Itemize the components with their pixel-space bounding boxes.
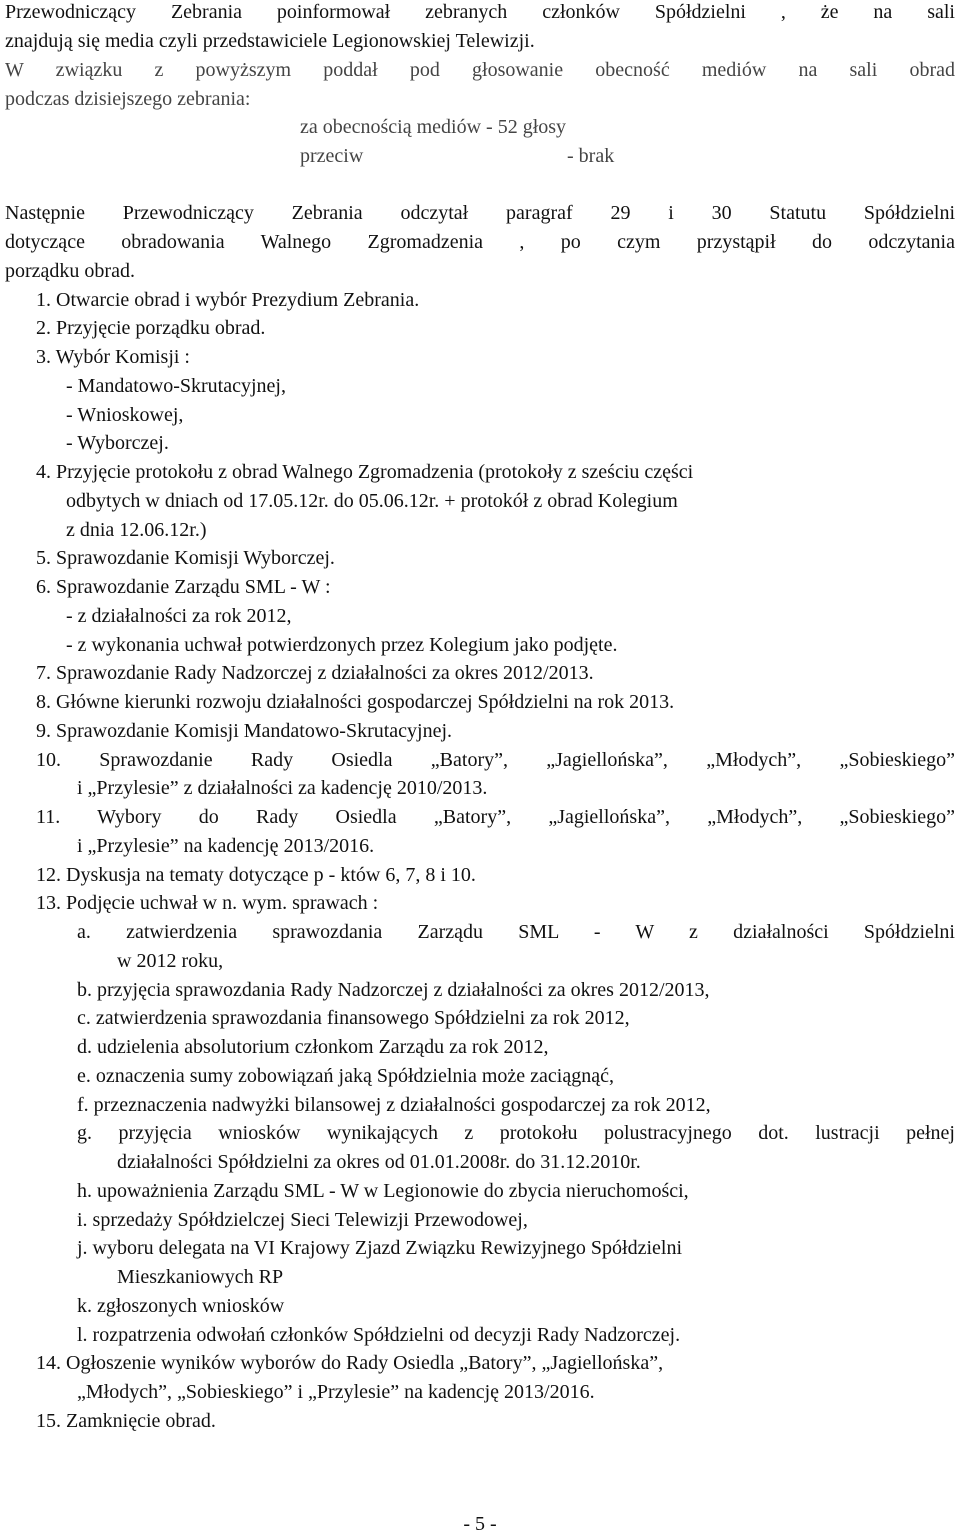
intro-line-4: podczas dzisiejszego zebrania: <box>5 88 251 110</box>
agenda-item-1: 1. Otwarcie obrad i wybór Prezydium Zebrania. <box>36 289 420 311</box>
agenda-item-6: 6. Sprawozdanie Zarządu SML - W : <box>36 576 331 598</box>
agenda-item-13a-line-2: w 2012 roku, <box>117 950 224 972</box>
agenda-item-14-line-1: 14. Ogłoszenie wyników wyborów do Rady Osiedla „Batory”, „Jagiellońska”, <box>36 1352 664 1374</box>
agenda-item-3a: - Mandatowo-Skrutacyjnej, <box>66 375 286 397</box>
agenda-item-13l: l. rozpatrzenia odwołań członków Spółdzielni od decyzji Rady Nadzorczej. <box>77 1324 681 1346</box>
agenda-item-6b: - z wykonania uchwał potwierdzonych przez Kolegium jako podjęte. <box>66 634 618 656</box>
agenda-item-13d: d. udzielenia absolutorium członkom Zarządu za rok 2012, <box>77 1036 549 1058</box>
agenda-item-9: 9. Sprawozdanie Komisji Mandatowo-Skrutacyjnej. <box>36 720 453 742</box>
agenda-item-13h: h. upoważnienia Zarządu SML - W w Legionowie do zbycia nieruchomości, <box>77 1180 689 1202</box>
agenda-item-13b: b. przyjęcia sprawozdania Rady Nadzorczej z działalności za okres 2012/2013, <box>77 979 710 1001</box>
agenda-item-13k: k. zgłoszonych wniosków <box>77 1295 285 1317</box>
agenda-item-13i: i. sprzedaży Spółdzielczej Sieci Telewizji Przewodowej, <box>77 1209 528 1231</box>
agenda-item-13g-line-1: g. przyjęcia wniosków wynikających z protokołu polustracyjnego dot. lustracji pełnej <box>77 1122 955 1144</box>
agenda-item-13j-line-2: Mieszkaniowych RP <box>117 1266 284 1288</box>
para2-line-3: porządku obrad. <box>5 260 135 282</box>
agenda-item-4-line-1: 4. Przyjęcie protokołu z obrad Walnego Zgromadzenia (protokoły z sześciu części <box>36 461 694 483</box>
agenda-item-13f: f. przeznaczenia nadwyżki bilansowej z działalności gospodarczej za rok 2012, <box>77 1094 711 1116</box>
agenda-item-11-line-2: i „Przylesie” na kadencję 2013/2016. <box>77 835 375 857</box>
agenda-item-6a: - z działalności za rok 2012, <box>66 605 292 627</box>
agenda-item-4-line-3: z dnia 12.06.12r.) <box>66 519 207 541</box>
agenda-item-8: 8. Główne kierunki rozwoju działalności gospodarczej Spółdzielni na rok 2013. <box>36 691 675 713</box>
agenda-item-7: 7. Sprawozdanie Rady Nadzorczej z działalności za okres 2012/2013. <box>36 662 594 684</box>
agenda-item-13e: e. oznaczenia sumy zobowiązań jaką Spółdzielnia może zaciągnąć, <box>77 1065 614 1087</box>
agenda-item-10-line-2: i „Przylesie” z działalności za kadencję 2010/2013. <box>77 777 488 799</box>
agenda-item-13a-line-1: a. zatwierdzenia sprawozdania Zarządu SML - W z działalności Spółdzielni <box>77 921 955 943</box>
agenda-item-13j-line-1: j. wyboru delegata na VI Krajowy Zjazd Związku Rewizyjnego Spółdzielni <box>77 1237 683 1259</box>
agenda-item-14-line-2: „Młodych”, „Sobieskiego” i „Przylesie” na kadencję 2013/2016. <box>77 1381 595 1403</box>
para2-line-2: dotyczące obradowania Walnego Zgromadzenia , po czym przystąpił do odczytania <box>5 231 955 253</box>
agenda-item-11-line-1: 11. Wybory do Rady Osiedla „Batory”, „Jagiellońska”, „Młodych”, „Sobieskiego” <box>36 806 955 828</box>
intro-line-2: znajdują się media czyli przedstawiciele Legionowskiej Telewizji. <box>5 30 535 52</box>
para2-line-1: Następnie Przewodniczący Zebrania odczytał paragraf 29 i 30 Statutu Spółdzielni <box>5 202 955 224</box>
agenda-item-12: 12. Dyskusja na tematy dotyczące p - któw 6, 7, 8 i 10. <box>36 864 476 886</box>
page-number: - 5 - <box>463 1513 497 1535</box>
agenda-item-5: 5. Sprawozdanie Komisji Wyborczej. <box>36 547 335 569</box>
agenda-item-3: 3. Wybór Komisji : <box>36 346 190 368</box>
agenda-item-15: 15. Zamknięcie obrad. <box>36 1410 216 1432</box>
agenda-item-3c: - Wyborczej. <box>66 432 169 454</box>
agenda-item-3b: - Wnioskowej, <box>66 404 184 426</box>
agenda-item-10-line-1: 10. Sprawozdanie Rady Osiedla „Batory”, „Jagiellońska”, „Młodych”, „Sobieskiego” <box>36 749 955 771</box>
agenda-item-2: 2. Przyjęcie porządku obrad. <box>36 317 266 339</box>
agenda-item-13: 13. Podjęcie uchwał w n. wym. sprawach : <box>36 892 379 914</box>
vote-against-value: - brak <box>567 145 615 167</box>
agenda-item-13c: c. zatwierdzenia sprawozdania finansowego Spółdzielni za rok 2012, <box>77 1007 630 1029</box>
vote-against-label: przeciw <box>300 145 364 167</box>
agenda-item-4-line-2: odbytych w dniach od 17.05.12r. do 05.06.12r. + protokół z obrad Kolegium <box>66 490 678 512</box>
agenda-item-13g-line-2: działalności Spółdzielni za okres od 01.01.2008r. do 31.12.2010r. <box>117 1151 641 1173</box>
vote-for: za obecnością mediów - 52 głosy <box>300 116 567 138</box>
intro-line-1: Przewodniczący Zebrania poinformował zebranych członków Spółdzielni , że na sali <box>5 1 955 23</box>
intro-line-3: W związku z powyższym poddał pod głosowanie obecność mediów na sali obrad <box>5 59 955 81</box>
